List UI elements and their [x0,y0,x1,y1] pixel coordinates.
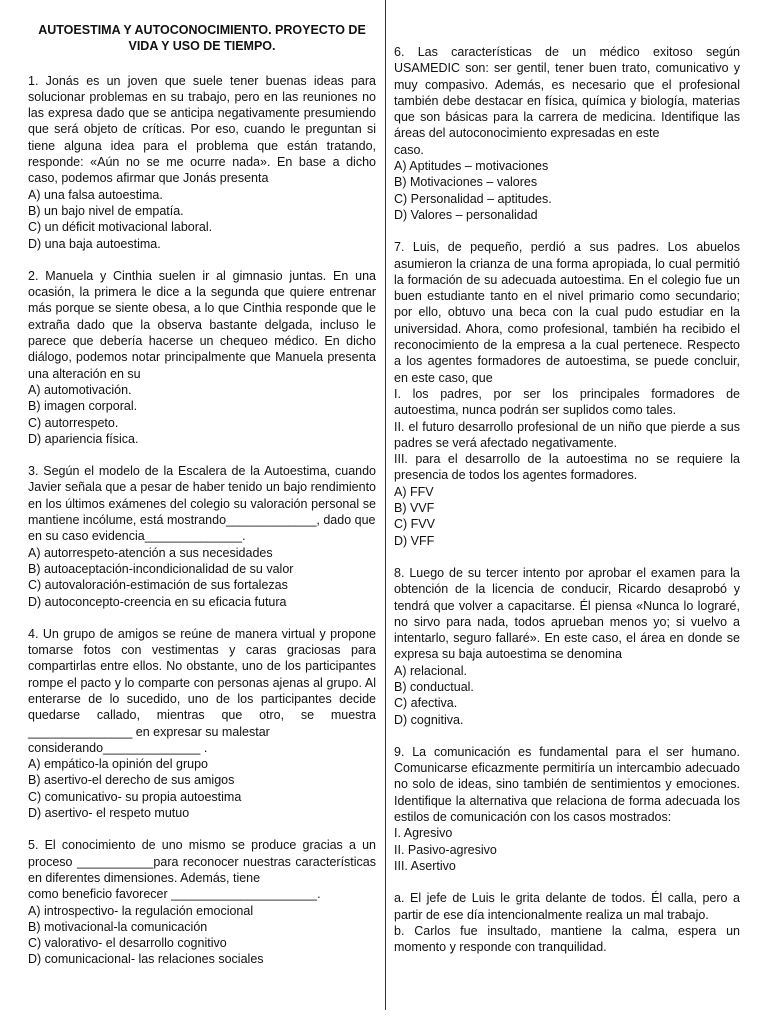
question-4 [28,626,376,822]
question-3 [28,463,376,610]
option-b: B) autoaceptación-incondicionalidad de su valor [28,561,294,576]
question-stem-end: caso. [394,142,424,157]
options [28,903,376,968]
option-b: B) motivacional-la comunicación [28,919,208,934]
question-8 [394,565,740,728]
question-6 [394,44,740,223]
right-column [394,44,740,971]
style-ii: II. Pasivo-agresivo [394,842,497,857]
statement-iii: III. para el desarrollo de la autoestima no se requiere la presencia de todos los agentes formadores. [394,452,740,483]
statement-ii: II. el futuro desarrollo profesional de un niño que pierde a sus padres se verá afectado negativamente. [394,419,740,450]
left-column [28,22,376,984]
option-b: B) imagen corporal. [28,399,138,414]
options [28,545,376,610]
page-title: AUTOESTIMA Y AUTOCONOCIMIENTO. PROYECTO DE VIDA Y USO DE TIEMPO. [38,23,366,54]
option-a: A) una falsa autoestima. [28,187,163,202]
options [28,187,376,252]
statement-i: I. los padres, por ser los principales formadores de autoestima, nunca podrán ser suplidos como tales. [394,386,740,418]
question-stem: 8. Luego de su tercer intento por aprobar el examen para la obtención de la licencia de conducir, Ricardo desaprobó y tendrá que volver a capacitarse. Él piensa «Nunca lo lograré, no sirvo para nada, todos aprueban menos yo; si vuelvo a intentarlo, seguro fallaré». En este caso, el área en donde se expresa su baja autoestima se denomina [394,565,740,662]
option-c: C) FVV [394,517,435,532]
option-c: C) valorativo- el desarrollo cognitivo [28,936,227,951]
options [28,756,376,821]
question-stem: 4. Un grupo de amigos se reúne de manera virtual y propone tomarse fotos con vestimentas y caras graciosas para compartirlas entre ellos. No obstante, uno de los participantes rompe el pacto y lo comparte con personas ajenas al grupo. Al enterarse de lo sucedido, uno de los participantes decide quedarse callado, mientras que otro, se muestra _______________ en expresar su malestar [28,626,376,739]
option-d: D) VFF [394,533,435,548]
statements [394,386,740,484]
style-iii: III. Asertivo [394,858,456,873]
question-stem-end: como beneficio favorecer _____________________. [28,887,321,902]
question-stem: 7. Luis, de pequeño, perdió a sus padres. Los abuelos asumieron la crianza de una forma apropiada, lo cual permitió la formación de su adecuada autoestima. En el colegio fue un buen estudiante tanto en el nivel primario como secundario; por ello, obtuvo una beca con la cual pudo estudiar en la universidad. Ahora, como profesional, también ha recibido el reconocimiento de la empresa a la cual pertenece. Respecto a los agentes formadores de autoestima, se puede concluir, en este caso, que [394,240,740,385]
question-stem: 1. Jonás es un joven que suele tener buenas ideas para solucionar problemas en su trabajo, pero en las reuniones no las expresa dado que se anticipa negativamente presumiendo que será objeto de críticas. Por eso, cuando le preguntan si tiene alguna idea para el problema que están tratando, responde: «Aún no se me ocurre nada». En base a dicho caso, podemos afirmar que Jonás presenta [28,73,376,186]
style-i: I. Agresivo [394,826,453,841]
case-a: a. El jefe de Luis le grita delante de todos. Él calla, pero a partir de ese día intencionalmente realiza un mal trabajo. [394,891,740,922]
option-b: B) conductual. [394,679,474,694]
question-5 [28,837,376,967]
option-c: C) un déficit motivacional laboral. [28,220,213,235]
communication-styles [394,825,740,874]
options [394,484,740,549]
option-a: A) introspectivo- la regulación emocional [28,903,254,918]
question-stem: 6. Las características de un médico exitoso según USAMEDIC son: ser gentil, tener buen trato, comunicativo y muy compasivo. Además, es necesario que el profesional también debe destacar en física, química y biología, materias que son básicas para la carrera de medicina. Identifique las áreas del autoconocimiento expresadas en este [394,45,740,141]
question-stem: 2. Manuela y Cinthia suelen ir al gimnasio juntas. En una ocasión, la primera le dice a la segunda que quiere entrenar más porque se siente obesa, a lo que Cinthia responde que le extraña dado que la observa bastante delgada, incluso le parece que debería hacerse un chequeo médico. En dicho diálogo, podemos notar principalmente que Manuela presenta una alteración en su [28,268,376,381]
option-a: A) Aptitudes – motivaciones [394,159,549,174]
question-stem: 3. Según el modelo de la Escalera de la Autoestima, cuando Javier señala que a pesar de haber tenido un bajo rendimiento en los últimos exámenes del colegio su valoración personal se mantiene incólume, está mostrando_____________, dado que [28,464,376,528]
option-b: B) Motivaciones – valores [394,175,538,190]
option-d: D) cognitiva. [394,712,464,727]
option-c: C) Personalidad – aptitudes. [394,191,552,206]
options [394,158,740,223]
option-c: C) autorrespeto. [28,415,119,430]
option-a: A) automotivación. [28,382,132,397]
question-2 [28,268,376,447]
options [394,663,740,728]
option-a: A) empático-la opinión del grupo [28,757,208,772]
question-stem: 9. La comunicación es fundamental para el ser humano. Comunicarse eficazmente permitiría un intercambio adecuado no solo de ideas, sino también de sentimientos y emociones. Identifique la alternativa que relaciona de forma adecuada los estilos de comunicación con los casos mostrados: [394,744,740,825]
option-c: C) comunicativo- su propia autoestima [28,789,242,804]
question-stem-end: considerando______________ . [28,740,208,755]
option-a: A) autorrespeto-atención a sus necesidades [28,545,273,560]
question-1 [28,73,376,252]
question-stem: 5. El conocimiento de uno mismo se produce gracias a un proceso ___________para reconocer nuestras características en diferentes dimensiones. Además, tiene [28,838,376,885]
option-c: C) afectiva. [394,696,458,711]
option-b: B) asertivo-el derecho de sus amigos [28,773,235,788]
options [28,382,376,447]
question-9 [394,744,740,956]
option-d: D) comunicacional- las relaciones sociales [28,952,264,967]
question-stem-end: en su caso evidencia______________. [28,529,246,544]
option-d: D) una baja autoestima. [28,236,161,251]
option-d: D) asertivo- el respeto mutuo [28,806,190,821]
question-7 [394,239,740,549]
option-a: A) FFV [394,484,434,499]
option-b: B) un bajo nivel de empatía. [28,203,184,218]
option-d: D) apariencia física. [28,431,139,446]
case-b: b. Carlos fue insultado, mantiene la calma, espera un momento y responde con tranquilidad. [394,923,740,955]
option-a: A) relacional. [394,663,467,678]
option-c: C) autovaloración-estimación de sus fortalezas [28,578,288,593]
option-d: D) Valores – personalidad [394,207,538,222]
column-divider [385,0,386,1010]
option-b: B) VVF [394,501,435,516]
option-d: D) autoconcepto-creencia en su eficacia futura [28,594,287,609]
